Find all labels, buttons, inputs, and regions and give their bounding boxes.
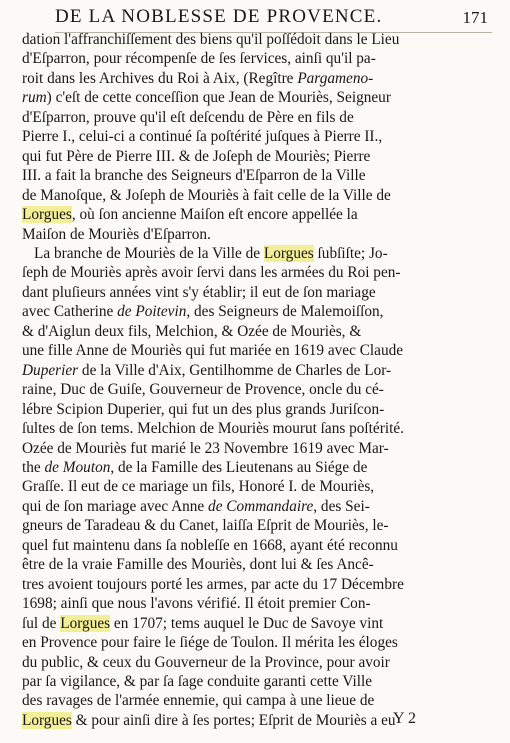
italic-name: de Poitevin	[117, 303, 187, 321]
text-run: , de la Famille des Lieutenans au Siége de	[110, 458, 368, 476]
text-line	[22, 341, 484, 360]
text-line	[22, 594, 484, 613]
text-line	[22, 302, 484, 321]
text-line	[22, 127, 484, 146]
text-line	[22, 439, 484, 458]
text-run: III. a fait la branche des Seigneurs d'Eſparron de la Ville	[22, 167, 366, 185]
text-run: d'Eſparron, pour récompenſe de ſes ſervices, ainſi qu'il pa-	[22, 50, 376, 68]
text-run: tres avoient toujours porté les armes, par acte du 17 Décembre	[22, 575, 404, 593]
text-line	[22, 400, 484, 419]
italic-name: Duperier	[22, 361, 79, 379]
text-run: , où ſon ancienne Maiſon eſt encore appellée la	[71, 206, 358, 224]
text-run: en Provence pour faire le ſiége de Toulon. Il mérita les éloges	[22, 634, 398, 652]
text-line	[22, 147, 484, 166]
text-run: ſeph de Mouriès après avoir ſervi dans les armées du Roi pen-	[22, 264, 401, 282]
text-run: Maiſon de Mouriès d'Eſparron.	[22, 225, 211, 243]
text-line	[22, 283, 484, 302]
text-run: de la Ville d'Aix, Gentilhomme de Charles de Lor-	[78, 361, 392, 379]
text-run: ) c'eſt de cette conceſſion que Jean de Mouriès, Seigneur	[46, 89, 391, 107]
text-line	[22, 166, 484, 185]
text-run: du public, & ceux du Gouverneur de la Province, pour avoir	[22, 653, 390, 671]
signature-mark: Y 2	[393, 710, 416, 727]
text-run: lébre Scipion Duperier, qui fut un des plus grands Juriſcon-	[22, 400, 385, 418]
text-run: qui de ſon mariage avec Anne	[22, 497, 209, 515]
text-line	[22, 205, 484, 224]
text-line	[22, 653, 484, 672]
text-run: & d'Aiglun deux fils, Melchion, & Ozée de Mouriès, &	[22, 322, 362, 340]
text-line	[22, 361, 484, 380]
body-text	[22, 30, 484, 730]
text-line	[22, 477, 484, 496]
text-line	[22, 536, 484, 555]
text-run: , des Sei-	[313, 497, 370, 515]
text-line	[22, 49, 484, 68]
text-run: roit dans les Archives du Roi à Aix, (Regître	[22, 69, 298, 87]
text-run: avec Catherine	[22, 303, 118, 321]
text-run: ſubſiſte; Jo-	[313, 244, 388, 262]
text-run: par ſa vigilance, & par ſa ſage conduite garanti cette Ville	[22, 672, 373, 690]
highlighted-term: Lorgues	[60, 614, 111, 632]
text-line	[22, 108, 484, 127]
text-line	[22, 555, 484, 574]
italic-name: Pargameno-	[297, 69, 374, 87]
text-run: Graſſe. Il eut de ce mariage un fils, Honoré I. de Mouriès,	[22, 478, 375, 496]
highlighted-term: Lorgues	[22, 206, 72, 224]
text-run: d'Eſparron, prouve qu'il eſt deſcendu de Père en fils de	[22, 108, 354, 126]
text-run: Pierre I., celui-ci a continué ſa poſtérité juſques à Pierre II.,	[22, 128, 383, 146]
text-run: quel fut maintenu dans ſa nobleſſe en 1668, ayant été reconnu	[22, 536, 398, 554]
text-run: raine, Duc de Guiſe, Gouverneur de Provence, oncle du cé-	[22, 381, 384, 399]
text-line	[22, 263, 484, 282]
page-number: 171	[462, 8, 488, 27]
page-header	[55, 4, 492, 33]
text-run: des ravages de l'armée ennemie, qui campa à une lieue de	[22, 692, 375, 710]
text-run: gneurs de Taradeau & du Canet, laiſſa Eſprit de Mouriès, le-	[22, 517, 389, 535]
italic-name: de Commandaire	[208, 497, 314, 515]
italic-name: rum	[22, 89, 47, 107]
text-run: & pour ainſi dire à ſes portes; Eſprit de Mouriès a eu	[71, 711, 396, 729]
running-head: DE LA NOBLESSE DE PROVENCE.	[55, 6, 383, 27]
text-line	[22, 458, 484, 477]
text-line	[22, 186, 484, 205]
text-line	[22, 322, 484, 341]
text-line	[22, 691, 484, 710]
text-line	[22, 672, 484, 691]
text-run: ſul de	[22, 614, 61, 632]
highlighted-term: Lorgues	[263, 244, 314, 262]
text-line	[22, 633, 484, 652]
text-line	[22, 419, 484, 438]
text-run: de Manoſque, & Joſeph de Mouriès à fait celle de la Ville de	[22, 186, 391, 204]
text-line	[22, 225, 484, 244]
highlighted-term: Lorgues	[22, 711, 72, 729]
text-run: ſultes de ſon tems. Melchion de Mouriès mourut ſans poſtérité.	[22, 420, 404, 438]
text-run: en 1707; tems auquel le Duc de Savoye vint	[110, 614, 384, 632]
text-line	[22, 30, 484, 49]
text-line	[22, 380, 484, 399]
text-line	[22, 575, 484, 594]
italic-name: de Mouton	[44, 458, 111, 476]
text-run: qui fut Père de Pierre III. & de Joſeph de Mouriès; Pierre	[22, 147, 371, 165]
text-run: dation l'affranchiſſement des biens qu'il poſſédoit dans le Lieu	[22, 31, 400, 48]
text-run: être de la vraie Famille des Mouriès, dont lui & ſes Ancê-	[22, 556, 374, 574]
text-line	[22, 614, 484, 633]
text-run: une fille Anne de Mouriès qui fut mariée en 1619 avec Claude	[22, 342, 404, 360]
text-run: La branche de Mouriès de la Ville de	[34, 244, 264, 262]
text-run: the	[22, 458, 45, 476]
text-run: Ozée de Mouriès fut marié le 23 Novembre 1619 avec Mar-	[22, 439, 389, 457]
text-run: , des Seigneurs de Malemoiſſon,	[186, 303, 384, 321]
text-line	[22, 497, 484, 516]
text-run: 1698; ainſi que nous l'avons vérifié. Il étoit premier Con-	[22, 595, 371, 613]
text-run: dant pluſieurs années vint s'y établir; il eut de ſon mariage	[22, 283, 376, 301]
text-line	[22, 516, 484, 535]
text-line	[22, 244, 484, 263]
text-line	[22, 88, 484, 107]
text-line	[22, 69, 484, 88]
